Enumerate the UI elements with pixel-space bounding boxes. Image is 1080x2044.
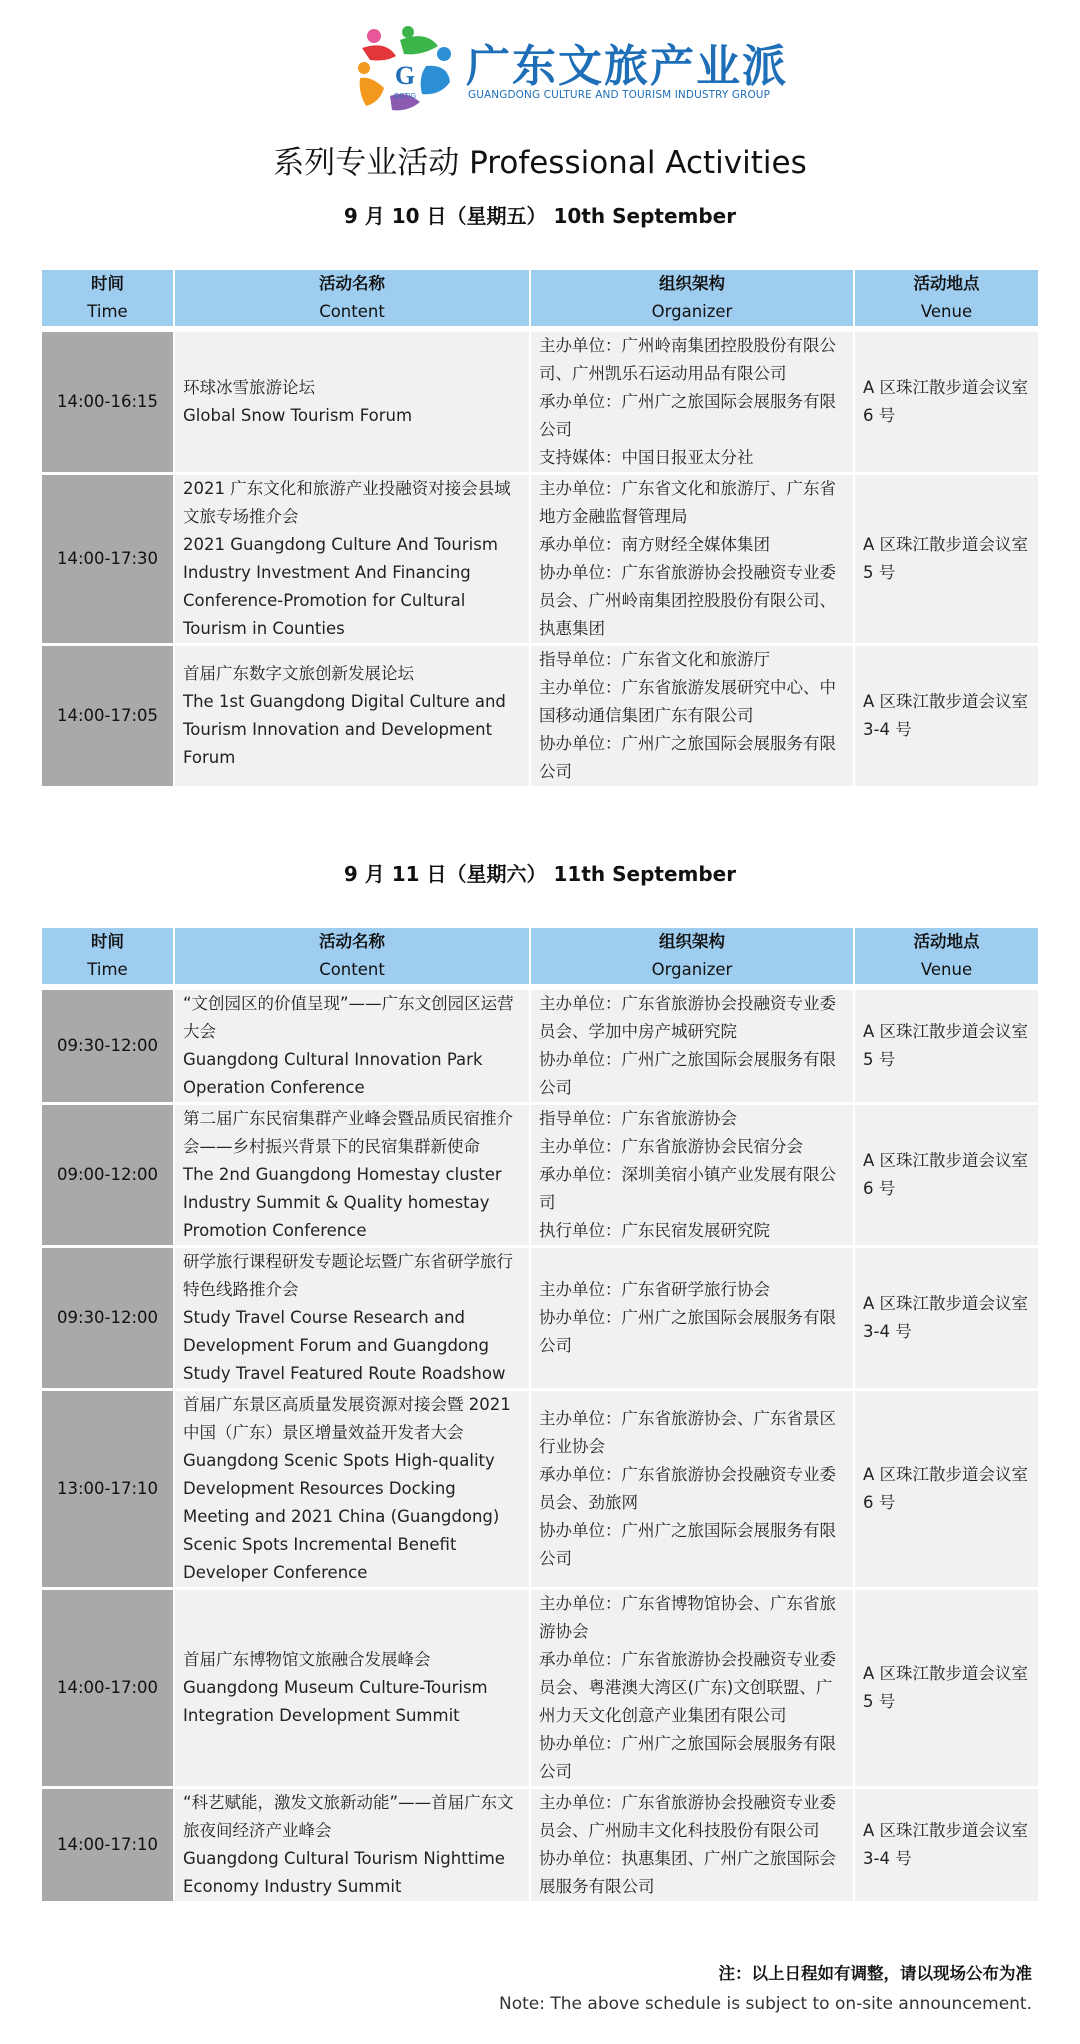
content-cell-line: The 1st Guangdong Digital Culture and Tourism Innovation and Development Forum <box>183 692 506 767</box>
schedule-note-en: Note: The above schedule is subject to on-site announcement. <box>499 1994 1032 2014</box>
venue-cell <box>854 1390 1038 1589</box>
table-row <box>42 1589 1038 1788</box>
content-cell-line: Study Travel Course Research and Development Forum and Guangdong Study Travel Featured Route Roadshow <box>183 1308 506 1383</box>
gctig-logo-icon <box>356 26 454 114</box>
organizer-cell-line: 主办单位：广东省旅游协会投融资专业委员会、广州励丰文化科技股份有限公司 <box>539 1793 836 1840</box>
organizer-cell-line: 主办单位：广东省博物馆协会、广东省旅游协会 <box>539 1594 836 1641</box>
content-cell <box>174 1104 530 1247</box>
venue-cell-line: A 区珠江散步道会议室 <box>863 1465 1029 1484</box>
venue-cell-line: A 区珠江散步道会议室 <box>863 1664 1029 1683</box>
content-cell-line: “科艺赋能，激发文旅新动能”——首届广东文旅夜间经济产业峰会 <box>183 1793 514 1840</box>
header-venue: 活动地点 Venue <box>854 270 1038 329</box>
venue-cell-line: A 区珠江散步道会议室 <box>863 1821 1029 1840</box>
organizer-cell-line: 主办单位：广东省旅游协会、广东省景区行业协会 <box>539 1409 836 1456</box>
header-organizer: 组织架构 Organizer <box>530 270 854 329</box>
venue-cell <box>854 1788 1038 1903</box>
organizer-cell-line: 承办单位：广东省旅游协会投融资专业委员会、劲旅网 <box>539 1465 836 1512</box>
venue-cell-line: 3-4 号 <box>863 720 912 739</box>
content-cell-line: Guangdong Museum Culture-Tourism Integration Development Summit <box>183 1678 488 1725</box>
venue-cell <box>854 645 1038 788</box>
content-cell <box>174 1788 530 1903</box>
venue-cell <box>854 1247 1038 1390</box>
time-cell: 09:30-12:00 <box>42 1247 174 1390</box>
organizer-cell-line: 主办单位：广东省文化和旅游厅、广东省地方金融监督管理局 <box>539 479 836 526</box>
organizer-cell <box>530 1589 854 1788</box>
organizer-cell-line: 协办单位：广州广之旅国际会展服务有限公司 <box>539 1050 836 1097</box>
time-cell: 14:00-17:05 <box>42 645 174 788</box>
venue-cell-line: 6 号 <box>863 406 896 425</box>
organizer-cell-line: 协办单位：广州广之旅国际会展服务有限公司 <box>539 1521 836 1568</box>
content-cell-line: Guangdong Cultural Tourism Nighttime Economy Industry Summit <box>183 1849 505 1896</box>
header-time: 时间 Time <box>42 928 174 987</box>
venue-cell <box>854 1589 1038 1788</box>
content-cell-line: 第二届广东民宿集群产业峰会暨品质民宿推介会——乡村振兴背景下的民宿集群新使命 <box>183 1109 513 1156</box>
organizer-cell <box>530 474 854 645</box>
venue-cell <box>854 987 1038 1104</box>
time-cell: 09:30-12:00 <box>42 987 174 1104</box>
day-title-0: 9 月 10 日（星期五） 10th September <box>343 204 737 228</box>
table-row <box>42 1247 1038 1390</box>
organizer-cell <box>530 329 854 474</box>
content-cell-line: 首届广东博物馆文旅融合发展峰会 <box>183 1650 431 1669</box>
content-cell-line: 2021 Guangdong Culture And Tourism Industry Investment And Financing Conference-Promotion for Cultural Tourism in Counties <box>183 535 498 638</box>
venue-cell-line: 5 号 <box>863 1050 896 1069</box>
time-cell: 14:00-17:10 <box>42 1788 174 1903</box>
organizer-cell-line: 指导单位：广东省文化和旅游厅 <box>539 650 770 669</box>
organizer-cell <box>530 645 854 788</box>
content-cell-line: 环球冰雪旅游论坛 <box>183 378 315 397</box>
organizer-cell-line: 承办单位：深圳美宿小镇产业发展有限公司 <box>539 1165 836 1212</box>
organizer-cell <box>530 1247 854 1390</box>
venue-cell-line: A 区珠江散步道会议室 <box>863 1294 1029 1313</box>
organizer-cell-line: 承办单位：南方财经全媒体集团 <box>539 535 770 554</box>
organizer-cell-line: 主办单位：广东省旅游协会投融资专业委员会、学加中房产城研究院 <box>539 994 836 1041</box>
content-cell <box>174 474 530 645</box>
header-content: 活动名称 Content <box>174 928 530 987</box>
organizer-cell-line: 指导单位：广东省旅游协会 <box>539 1109 737 1128</box>
venue-cell-line: 5 号 <box>863 1692 896 1711</box>
content-cell-line: 首届广东景区高质量发展资源对接会暨 2021 中国（广东）景区增量效益开发者大会 <box>183 1395 511 1442</box>
time-cell: 14:00-16:15 <box>42 329 174 474</box>
content-cell <box>174 645 530 788</box>
venue-cell <box>854 1104 1038 1247</box>
table-header-row <box>42 928 1038 987</box>
table-row <box>42 329 1038 474</box>
venue-cell-line: 6 号 <box>863 1179 896 1198</box>
brand-name-cn: 广东文旅产业派 <box>466 41 788 92</box>
organizer-cell <box>530 1104 854 1247</box>
venue-cell-line: 6 号 <box>863 1493 896 1512</box>
header-content: 活动名称 Content <box>174 270 530 329</box>
header-time: 时间 Time <box>42 270 174 329</box>
content-cell-line: Global Snow Tourism Forum <box>183 406 413 425</box>
table-row <box>42 474 1038 645</box>
time-cell: 14:00-17:00 <box>42 1589 174 1788</box>
organizer-cell-line: 主办单位：广东省旅游发展研究中心、中国移动通信集团广东有限公司 <box>539 678 836 725</box>
organizer-cell-line: 协办单位：广州广之旅国际会展服务有限公司 <box>539 1734 836 1781</box>
table-row <box>42 1788 1038 1903</box>
page-title: 系列专业活动 Professional Activities <box>273 145 807 181</box>
organizer-cell-line: 执行单位：广东民宿发展研究院 <box>539 1221 770 1240</box>
table-row <box>42 1390 1038 1589</box>
content-cell <box>174 1589 530 1788</box>
logo-mark-text: GCTIG <box>393 93 417 100</box>
content-cell-line: The 2nd Guangdong Homestay cluster Industry Summit & Quality homestay Promotion Conference <box>183 1165 502 1240</box>
organizer-cell <box>530 987 854 1104</box>
venue-cell-line: 3-4 号 <box>863 1322 912 1341</box>
organizer-cell-line: 承办单位：广东省旅游协会投融资专业委员会、粤港澳大湾区(广东)文创联盟、广州力天文化创意产业集团有限公司 <box>539 1650 836 1725</box>
table-header-row <box>42 270 1038 329</box>
content-cell <box>174 987 530 1104</box>
day-title-1: 9 月 11 日（星期六） 11th September <box>343 862 737 886</box>
organizer-cell-line: 承办单位：广州广之旅国际会展服务有限公司 <box>539 392 836 439</box>
venue-cell-line: 3-4 号 <box>863 1849 912 1868</box>
venue-cell <box>854 474 1038 645</box>
organizer-cell <box>530 1390 854 1589</box>
content-cell-line: 首届广东数字文旅创新发展论坛 <box>183 664 414 683</box>
organizer-cell-line: 协办单位：广州广之旅国际会展服务有限公司 <box>539 1308 836 1355</box>
content-cell-line: “文创园区的价值呈现”——广东文创园区运营大会 <box>183 994 514 1041</box>
table-row <box>42 987 1038 1104</box>
venue-cell-line: A 区珠江散步道会议室 <box>863 378 1029 397</box>
content-cell <box>174 1390 530 1589</box>
content-cell-line: 2021 广东文化和旅游产业投融资对接会县域文旅专场推介会 <box>183 479 511 526</box>
venue-cell-line: A 区珠江散步道会议室 <box>863 535 1029 554</box>
time-cell: 14:00-17:30 <box>42 474 174 645</box>
organizer-cell-line: 协办单位：广东省旅游协会投融资专业委员会、广州岭南集团控股股份有限公司、执惠集团 <box>539 563 836 638</box>
organizer-cell <box>530 1788 854 1903</box>
venue-cell-line: 5 号 <box>863 563 896 582</box>
table-row <box>42 1104 1038 1247</box>
schedule-table-day-2 <box>42 928 1038 1904</box>
brand-name-en: GUANGDONG CULTURE AND TOURISM INDUSTRY GROUP <box>468 89 771 101</box>
venue-cell-line: A 区珠江散步道会议室 <box>863 1022 1029 1041</box>
content-cell <box>174 329 530 474</box>
venue-cell-line: A 区珠江散步道会议室 <box>863 1151 1029 1170</box>
content-cell-line: Guangdong Cultural Innovation Park Operation Conference <box>183 1050 483 1097</box>
schedule-table-day-1 <box>42 270 1038 789</box>
schedule-note-cn: 注：以上日程如有调整，请以现场公布为准 <box>718 1964 1032 1983</box>
time-cell: 13:00-17:10 <box>42 1390 174 1589</box>
venue-cell <box>854 329 1038 474</box>
header-venue: 活动地点 Venue <box>854 928 1038 987</box>
header-organizer: 组织架构 Organizer <box>530 928 854 987</box>
organizer-cell-line: 协办单位：广州广之旅国际会展服务有限公司 <box>539 734 836 781</box>
organizer-cell-line: 支持媒体：中国日报亚太分社 <box>539 448 754 467</box>
content-cell <box>174 1247 530 1390</box>
table-row <box>42 645 1038 788</box>
svg-text:G: G <box>394 61 416 90</box>
organizer-cell-line: 主办单位：广州岭南集团控股股份有限公司、广州凯乐石运动用品有限公司 <box>539 336 836 383</box>
organizer-cell-line: 主办单位：广东省研学旅行协会 <box>539 1280 770 1299</box>
content-cell-line: 研学旅行课程研发专题论坛暨广东省研学旅行特色线路推介会 <box>183 1252 513 1299</box>
venue-cell-line: A 区珠江散步道会议室 <box>863 692 1029 711</box>
organizer-cell-line: 主办单位：广东省旅游协会民宿分会 <box>539 1137 803 1156</box>
content-cell-line: Guangdong Scenic Spots High-quality Development Resources Docking Meeting and 2021 China (Guangdong) Scenic Spots Incremental Benefit Developer Conference <box>183 1451 500 1582</box>
brand-logo <box>356 26 788 110</box>
organizer-cell-line: 协办单位：执惠集团、广州广之旅国际会展服务有限公司 <box>539 1849 836 1896</box>
time-cell: 09:00-12:00 <box>42 1104 174 1247</box>
